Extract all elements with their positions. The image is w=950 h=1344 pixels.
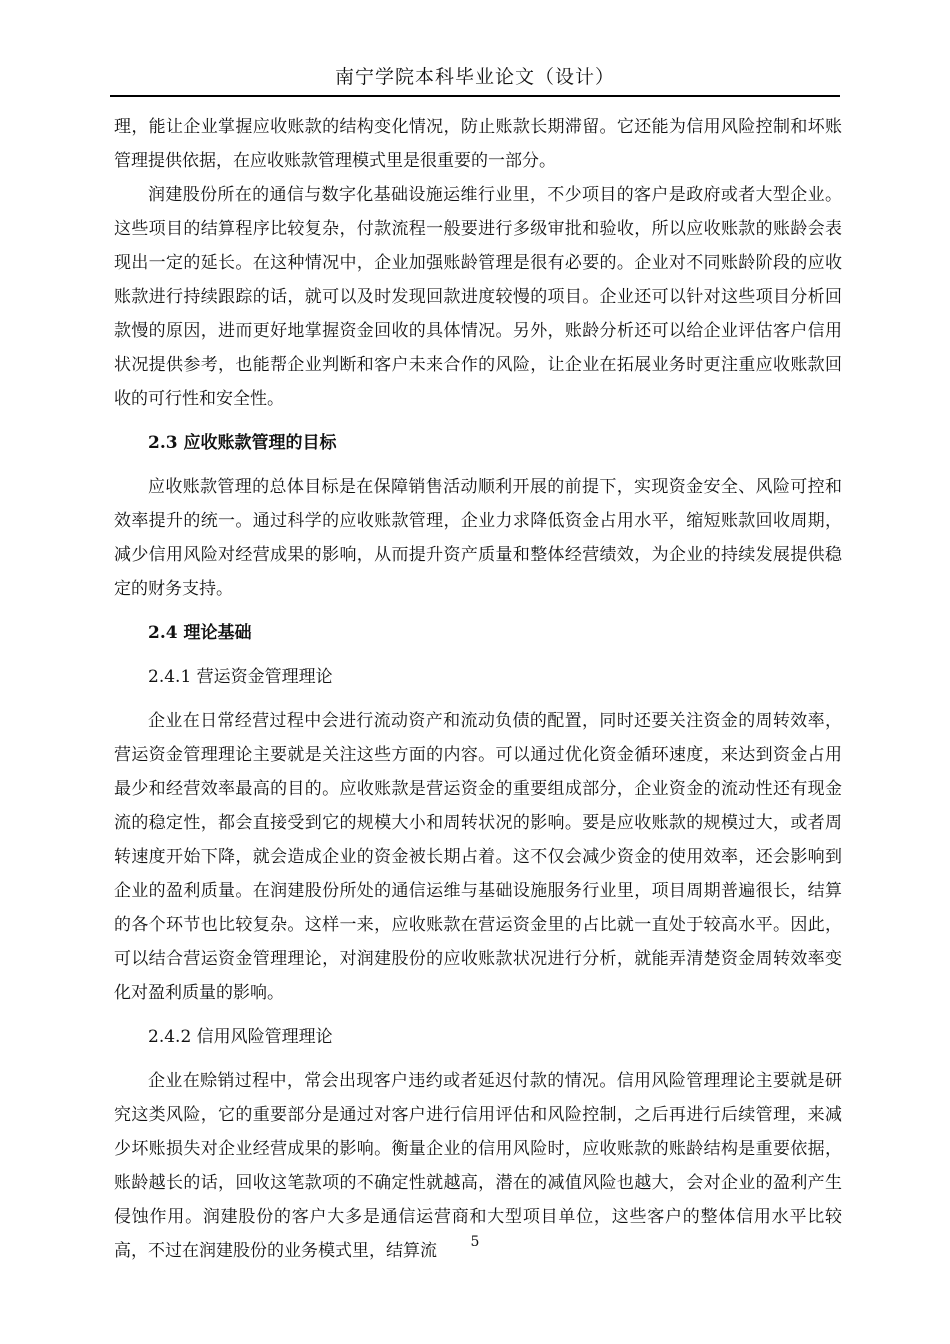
page-number: 5 [470,1234,480,1250]
paragraph-continued: 理，能让企业掌握应收账款的结构变化情况，防止账款长期滞留。它还能为信用风险控制和坏账管理提供依据，在应收账款管理模式里是很重要的一部分。 [114,117,842,171]
paragraph-aging-management: 润建股份所在的通信与数字化基础设施运维行业里，不少项目的客户是政府或者大型企业。这些项目的结算程序比较复杂，付款流程一般要进行多级审批和验收，所以应收账款的账龄会表现出一定的延长。在这种情况中，企业加强账龄管理是很有必要的。企业对不同账龄阶段的应收账款进行持续跟踪的话，就可以及时发现回款进度较慢的项目。企业还可以针对这些项目分析回款慢的原因，进而更好地掌握资金回收的具体情况。另外，账龄分析还可以给企业评估客户信用状况提供参考，也能帮企业判断和客户未来合作的风险，让企业在拓展业务时更注重应收账款回收的可行性和安全性。 [114,185,842,409]
section-heading-2-3: 2.3 应收账款管理的目标 [148,433,337,453]
paragraph-credit-risk-theory: 企业在赊销过程中，常会出现客户违约或者延迟付款的情况。信用风险管理理论主要就是研究这类风险，它的重要部分是通过对客户进行信用评估和风险控制，之后再进行后续管理，来减少坏账损失对企业经营成果的影响。衡量企业的信用风险时，应收账款的账龄结构是重要依据，账龄越长的话，回收这笔款项的不确定性就越高，潜在的减值风险也越大，会对企业的盈利产生侵蚀作用。润建股份的客户大多是通信运营商和大型项目单位，这些客户的整体信用水平比较高，不过在润建股份的业务模式里，结算流 [114,1071,842,1261]
document-body [114,110,842,1268]
paragraph-management-goals: 应收账款管理的总体目标是在保障销售活动顺利开展的前提下，实现资金安全、风险可控和效率提升的统一。通过科学的应收账款管理，企业力求降低资金占用水平，缩短账款回收周期，减少信用风险对经营成果的影响，从而提升资产质量和整体经营绩效，为企业的持续发展提供稳定的财务支持。 [114,477,842,599]
running-header: 南宁学院本科毕业论文（设计） [334,66,615,88]
paragraph-working-capital-theory: 企业在日常经营过程中会进行流动资产和流动负债的配置，同时还要关注资金的周转效率，营运资金管理理论主要就是关注这些方面的内容。可以通过优化资金循环速度，来达到资金占用最少和经营效率最高的目的。应收账款是营运资金的重要组成部分，企业资金的流动性还有现金流的稳定性，都会直接受到它的规模大小和周转状况的影响。要是应收账款的规模过大，或者周转速度开始下降，就会造成企业的资金被长期占着。这不仅会减少资金的使用效率，还会影响到企业的盈利质量。在润建股份所处的通信运维与基础设施服务行业里，项目周期普遍很长，结算的各个环节也比较复杂。这样一来，应收账款在营运资金里的占比就一直处于较高水平。因此，可以结合营运资金管理理论，对润建股份的应收账款状况进行分析，就能弄清楚资金周转效率变化对盈利质量的影响。 [114,711,842,1003]
header-rule [110,95,840,97]
section-heading-2-4-2: 2.4.2 信用风险管理理论 [148,1027,333,1047]
section-heading-2-4-1: 2.4.1 营运资金管理理论 [148,667,333,687]
section-heading-2-4: 2.4 理论基础 [148,623,252,643]
